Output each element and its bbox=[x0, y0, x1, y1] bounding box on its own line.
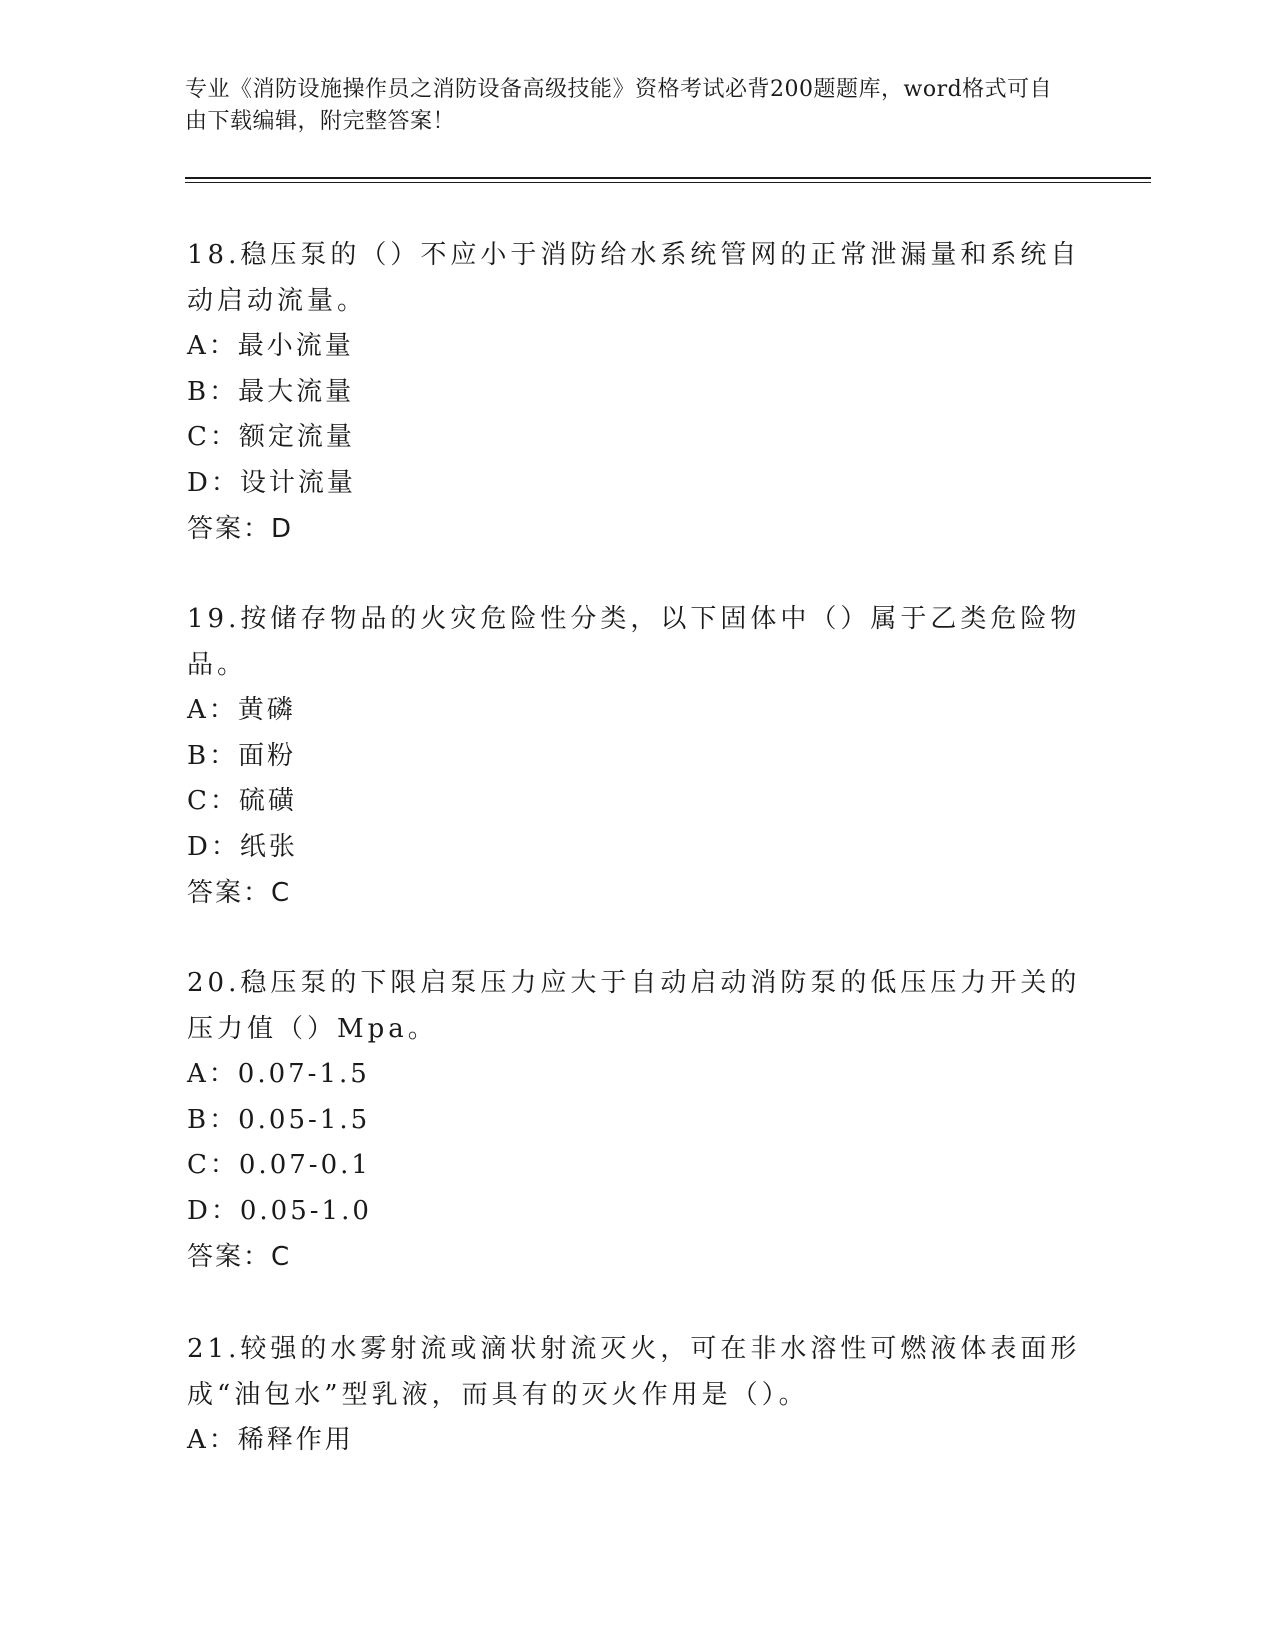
option-c: C：0.07-0.1 bbox=[187, 1150, 371, 1180]
option-c: C：额定流量 bbox=[187, 422, 355, 452]
answer: 答案：C bbox=[187, 1242, 292, 1272]
question-21 bbox=[187, 1326, 1087, 1464]
question-19 bbox=[187, 596, 1087, 916]
option-d: D：纸张 bbox=[187, 831, 298, 862]
option-a: A：黄磷 bbox=[187, 695, 296, 725]
question-stem: 19.按储存物品的火灾危险性分类，以下固体中（）属于乙类危险物品。 bbox=[187, 604, 1081, 680]
option-b: B：0.05-1.5 bbox=[187, 1104, 371, 1135]
header-divider bbox=[185, 177, 1151, 179]
question-stem: 20.稳压泵的下限启泵压力应大于自动启动消防泵的低压压力开关的压力值（）Mpa。 bbox=[187, 968, 1081, 1044]
question-20 bbox=[187, 960, 1087, 1280]
question-stem: 21.较强的水雾射流或滴状射流灭火，可在非水溶性可燃液体表面形成“油包水”型乳液，而具有的灭火作用是（）。 bbox=[187, 1334, 1081, 1410]
option-a: A：最小流量 bbox=[187, 331, 354, 361]
option-c: C：硫磺 bbox=[187, 786, 297, 816]
answer: 答案：D bbox=[187, 514, 294, 544]
option-b: B：最大流量 bbox=[187, 376, 355, 407]
document-header: 专业《消防设施操作员之消防设备高级技能》资格考试必背200题题库，word格式可自由下载编辑，附完整答案！ bbox=[185, 77, 1053, 134]
option-d: D：0.05-1.0 bbox=[187, 1195, 372, 1226]
option-b: B：面粉 bbox=[187, 740, 297, 771]
option-a: A：0.07-1.5 bbox=[187, 1059, 370, 1089]
question-18 bbox=[187, 232, 1087, 552]
header-divider-thin bbox=[185, 182, 1151, 183]
option-a: A：稀释作用 bbox=[187, 1425, 354, 1455]
option-d: D：设计流量 bbox=[187, 467, 356, 498]
question-stem: 18.稳压泵的（）不应小于消防给水系统管网的正常泄漏量和系统自动启动流量。 bbox=[187, 240, 1081, 316]
answer: 答案：C bbox=[187, 878, 292, 908]
